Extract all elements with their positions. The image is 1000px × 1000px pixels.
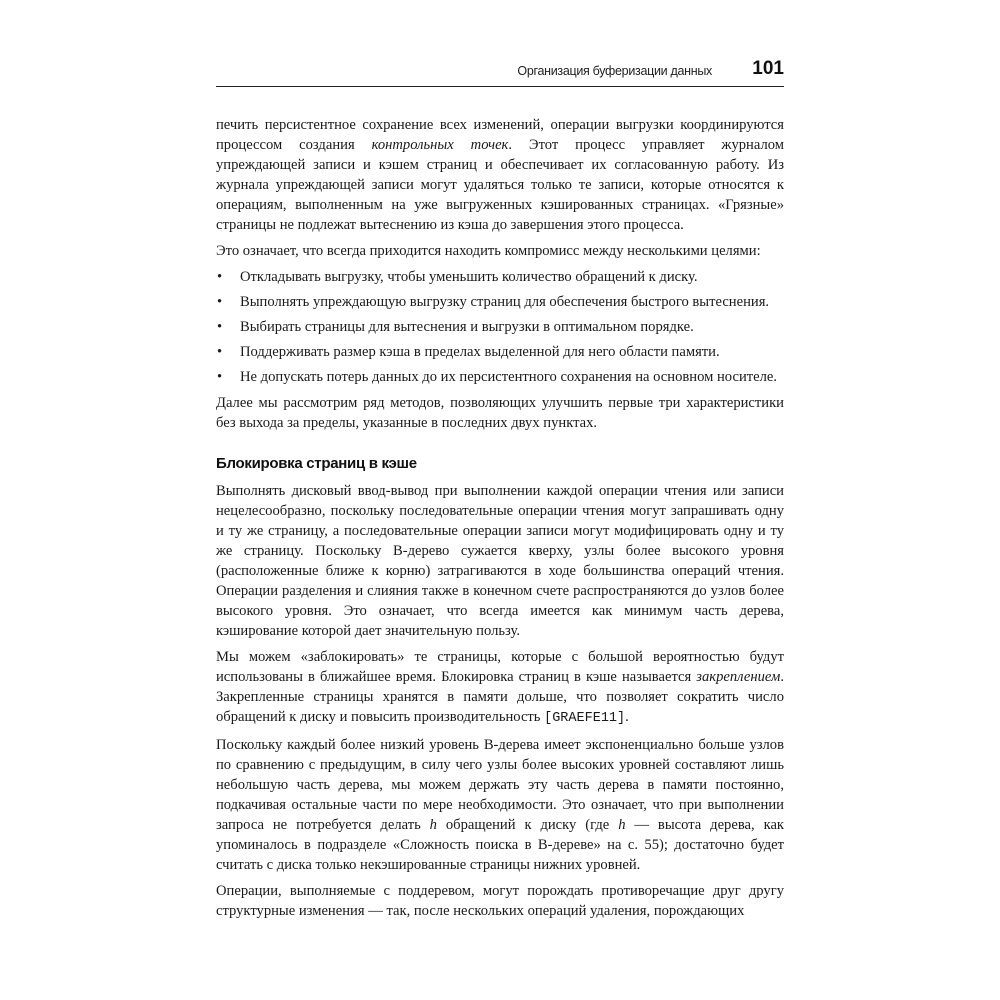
- section-heading: Блокировка страниц в кэше: [216, 455, 417, 472]
- list-item-text: Поддерживать размер кэша в пределах выделенной для него области памяти.: [240, 344, 720, 360]
- emphasis-term: закреплением: [696, 669, 781, 685]
- text-run: . Этот процесс управляет журналом упреждающей записи и кэшем страниц и обеспечивает их согласованную работу. Из журнала упреждающей записи могут удаляться только те записи, которые относятся к операциям, выполненным на уже выгруженных кэшированных страницах. «Грязные» страницы не подлежат вытеснению из кэша до завершения этого процесса.: [216, 137, 784, 233]
- list-item: [216, 367, 784, 387]
- page-number: 101: [752, 58, 784, 79]
- paragraph: Операции, выполняемые с поддеревом, могут порождать противоречащие друг другу структурные изменения — так, после нескольких операций удаления, порождающих: [216, 883, 784, 919]
- list-item-text: Выбирать страницы для вытеснения и выгрузки в оптимальном порядке.: [240, 319, 694, 335]
- bullet-marker: •: [217, 294, 223, 310]
- list-item-text: Не допускать потерь данных до их персистентного сохранения на основном носителе.: [240, 369, 778, 385]
- text-run: печить персистентное сохранение всех изменений, операции выгрузки координируются процессом создания: [216, 117, 784, 153]
- text-run: Поскольку каждый более низкий уровень B-дерева имеет экспоненциально больше узлов по сравнению с предыдущим, в силу чего узлы более высоких уровней составляют лишь небольшую часть дерева, мы можем держать эту часть дерева в памяти постоянно, подкачивая остальные части по мере необходимости. Это означает, что при выполнении запроса не потребуется делать: [216, 737, 784, 833]
- page-body: [216, 115, 784, 927]
- paragraph: [216, 115, 784, 235]
- list-item: [216, 292, 784, 312]
- bullet-list: [216, 267, 784, 387]
- list-item-text: Откладывать выгрузку, чтобы уменьшить количество обращений к диску.: [240, 269, 698, 285]
- running-header: [216, 56, 784, 87]
- list-item: [216, 267, 784, 287]
- text-run: — высота дерева, как упоминалось в подразделе «Сложность поиска в B-дереве» на с. 55); достаточно будет считать с диска только некэшированные страницы нижних уровней.: [216, 817, 785, 873]
- math-variable: h: [618, 817, 626, 833]
- text-run: Мы можем «заблокировать» те страницы, которые с большой вероятностью будут использованы в ближайшее время. Блокировка страниц в кэше называется: [216, 649, 784, 685]
- paragraph: Далее мы рассмотрим ряд методов, позволяющих улучшить первые три характеристики без выхода за пределы, указанные в последних двух пунктах.: [216, 395, 784, 431]
- list-item: [216, 317, 784, 337]
- book-page: [216, 56, 785, 919]
- text-run: обращений к диску (где: [436, 817, 619, 833]
- text-run: .: [625, 709, 629, 725]
- paragraph: [216, 647, 784, 729]
- emphasis-term: контрольных точек: [371, 137, 509, 153]
- list-item: [216, 342, 784, 362]
- bullet-marker: •: [217, 319, 223, 335]
- math-variable: h: [429, 817, 437, 833]
- paragraph: [216, 735, 784, 875]
- header-section-title: Организация буферизации данных: [517, 64, 712, 78]
- paragraph: Выполнять дисковый ввод-вывод при выполнении каждой операции чтения или записи нецелесообразно, поскольку последовательные операции чтения могут запрашивать одну и ту же страницу, а последовательные операции записи могут модифицировать одну и ту же страницу. Поскольку B-дерево сужается кверху, узлы более высокого уровня (расположенные ближе к корню) затрагиваются в ходе большинства операций чтения. Операции разделения и слияния также в конечном счете распространяются до узлов более высокого уровня. Это означает, что всегда имеется как минимум часть дерева, кэширование которой дает значительную пользу.: [216, 483, 784, 639]
- paragraph: Это означает, что всегда приходится находить компромисс между несколькими целями:: [216, 243, 761, 259]
- text-run: . Закрепленные страницы хранятся в памяти дольше, что позволяет сократить число обращений к диску и повысить производительность: [216, 669, 784, 725]
- bullet-marker: •: [217, 269, 223, 285]
- bullet-marker: •: [217, 344, 223, 360]
- bullet-marker: •: [217, 369, 223, 385]
- citation-ref: [GRAEFE11]: [544, 711, 626, 726]
- list-item-text: Выполнять упреждающую выгрузку страниц для обеспечения быстрого вытеснения.: [240, 294, 770, 310]
